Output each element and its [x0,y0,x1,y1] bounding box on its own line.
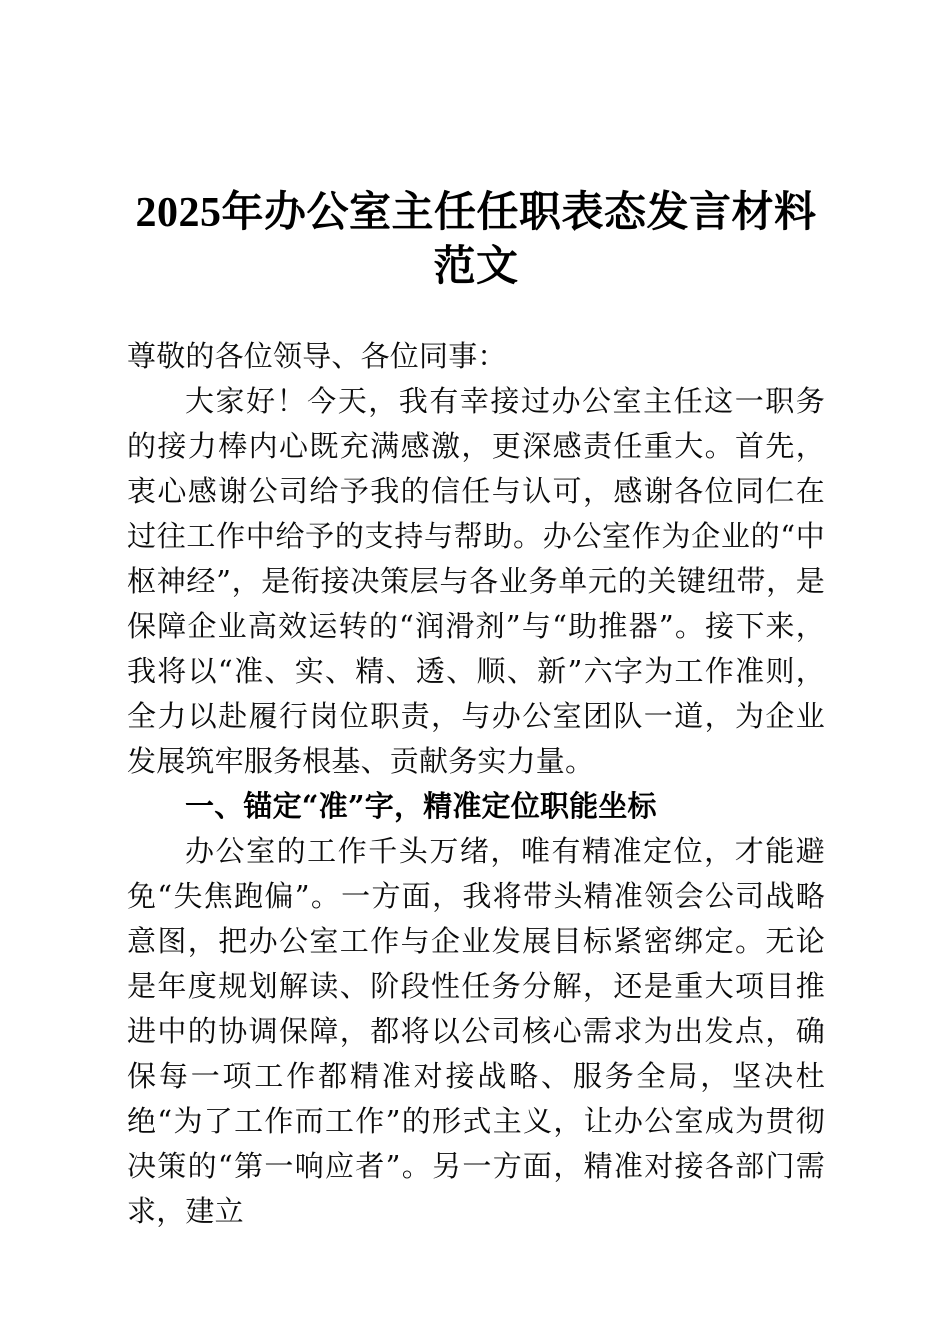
document-content [127,0,825,1234]
paragraph-opening: 大家好！今天，我有幸接过办公室主任这一职务的接力棒内心既充满感激，更深感责任重大。首先，衷心感谢公司给予我的信任与认可，感谢各位同仁在过往工作中给予的支持与帮助。办公室作为企业的“中枢神经”，是衔接决策层与各业务单元的关键纽带，是保障企业高效运转的“润滑剂”与“助推器”。接下来，我将以“准、实、精、透、顺、新”六字为工作准则，全力以赴履行岗位职责，与办公室团队一道，为企业发展筑牢服务根基、贡献务实力量。 [127,384,825,778]
document-body [127,334,825,1234]
salutation-line: 尊敬的各位领导、各位同事： [127,339,507,373]
section-heading-1: 一、锚定“准”字，精准定位职能坐标 [185,789,657,823]
page-title: 2025年办公室主任任职表态发言材料范文 [135,190,817,290]
paragraph-section-1-body: 办公室的工作千头万绪，唯有精准定位，才能避免“失焦跑偏”。一方面，我将带头精准领会公司战略意图，把办公室工作与企业发展目标紧密绑定。无论是年度规划解读、阶段性任务分解，还是重大项目推进中的协调保障，都将以公司核心需求为出发点，确保每一项工作都精准对接战略、服务全局，坚决杜绝“为了工作而工作”的形式主义，让办公室成为贯彻决策的“第一响应者”。另一方面，精准对接各部门需求，建立 [127,834,825,1228]
